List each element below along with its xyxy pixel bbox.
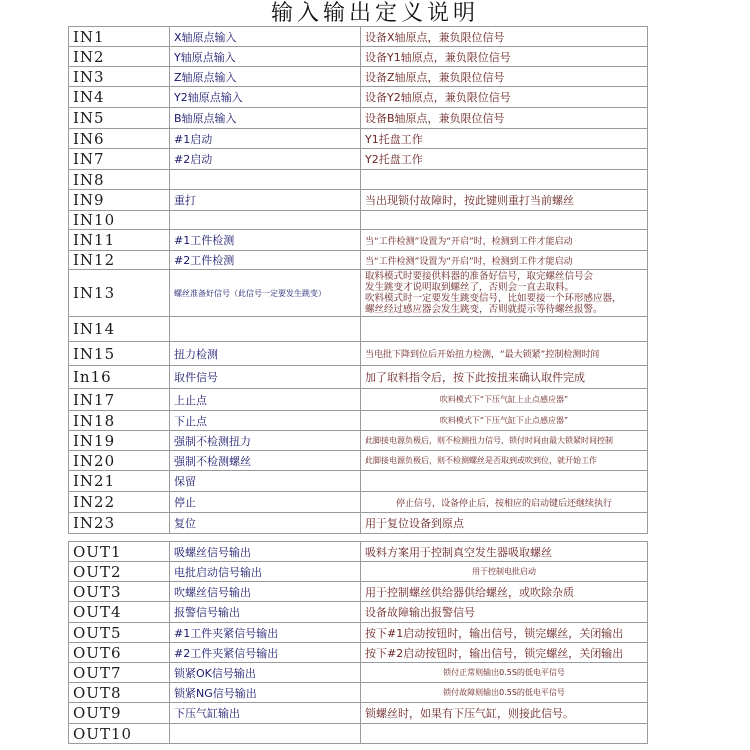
table-row — [69, 270, 648, 317]
description-line: 发生跳变才说明取到螺丝了，否则会一直去取料。 — [365, 282, 575, 293]
signal-description-cell: 用于复位设备到原点 — [361, 513, 648, 534]
table-row — [69, 170, 648, 190]
signal-description-cell: 锁付故障则输出0.5S的低电平信号 — [361, 683, 648, 703]
description-line: 螺丝经过感应器会发生跳变，否则就提示等待螺丝报警。 — [365, 304, 603, 315]
table-row — [69, 317, 648, 342]
signal-name-cell: #1工件夹紧信号输出 — [170, 623, 361, 643]
signal-description-cell: 当“工件检测”设置为“开启”时，检测到工件才能启动 — [361, 230, 648, 251]
signal-description-cell: 设备B轴原点，兼负限位信号 — [361, 108, 648, 129]
signal-code-cell: OUT9 — [69, 703, 170, 724]
signal-code-cell: IN9 — [69, 190, 170, 211]
signal-code-cell: OUT1 — [69, 542, 170, 562]
table-row — [69, 582, 648, 602]
table-row — [69, 492, 648, 513]
table-row — [69, 366, 648, 389]
table-row — [69, 703, 648, 724]
table-row — [69, 129, 648, 149]
signal-description-cell: 用于控制电批启动 — [361, 562, 648, 582]
signal-code-cell: IN10 — [69, 211, 170, 230]
table-row — [69, 411, 648, 431]
signal-description-cell: 按下#2启动按钮时，输出信号，锁完螺丝，关闭输出 — [361, 643, 648, 663]
table-row — [69, 389, 648, 411]
signal-code-cell: IN12 — [69, 251, 170, 270]
signal-code-cell: IN13 — [69, 270, 170, 317]
signal-name-cell: 复位 — [170, 513, 361, 534]
signal-description-cell: 锁付正常则输出0.5S的低电平信号 — [361, 663, 648, 683]
signal-description-cell: 设备X轴原点，兼负限位信号 — [361, 27, 648, 47]
signal-name-cell: 电批启动信号输出 — [170, 562, 361, 582]
table-row — [69, 562, 648, 582]
signal-description-cell — [361, 211, 648, 230]
signal-name-cell: 强制不检测螺丝 — [170, 451, 361, 471]
signal-name-cell — [170, 724, 361, 744]
signal-name-cell: 上止点 — [170, 389, 361, 411]
table-row — [69, 211, 648, 230]
signal-name-cell: 下压气缸输出 — [170, 703, 361, 724]
signal-description-cell: 当“工件检测”设置为“开启”时，检测到工件才能启动 — [361, 251, 648, 270]
signal-code-cell: IN20 — [69, 451, 170, 471]
description-line: 吹料模式时一定要发生跳变信号，比如要接一个环形感应器， — [365, 293, 622, 304]
signal-name-cell: #1工件检测 — [170, 230, 361, 251]
signal-name-cell: #1启动 — [170, 129, 361, 149]
signal-name-cell: 螺丝准备好信号（此信号一定要发生跳变） — [170, 270, 361, 317]
description-line: 取料模式时要接供料器的准备好信号，取完螺丝信号会 — [365, 271, 594, 282]
signal-name-cell: 锁紧OK信号输出 — [170, 663, 361, 683]
table-row — [69, 542, 648, 562]
signal-description-cell: 吸料方案用于控制真空发生器吸取螺丝 — [361, 542, 648, 562]
signal-description-cell — [361, 270, 648, 317]
signal-description-cell: 当出现锁付故障时，按此键则重打当前螺丝 — [361, 190, 648, 211]
signal-code-cell: OUT5 — [69, 623, 170, 643]
table-row — [69, 683, 648, 703]
table-row — [69, 451, 648, 471]
signal-code-cell: OUT3 — [69, 582, 170, 602]
signal-name-cell: #2工件检测 — [170, 251, 361, 270]
signal-name-cell — [170, 211, 361, 230]
signal-name-cell: Y2轴原点输入 — [170, 87, 361, 108]
signal-description-cell: Y2托盘工作 — [361, 149, 648, 170]
signal-description-cell: 此脚接电源负极后，则不检测螺丝是否取到或吹到位，就开始工作 — [361, 451, 648, 471]
table-row — [69, 230, 648, 251]
signal-description-cell — [361, 724, 648, 744]
signal-name-cell: B轴原点输入 — [170, 108, 361, 129]
signal-code-cell: IN3 — [69, 67, 170, 87]
signal-code-cell: OUT7 — [69, 663, 170, 683]
signal-code-cell: IN5 — [69, 108, 170, 129]
table-row — [69, 149, 648, 170]
signal-name-cell: 吸螺丝信号输出 — [170, 542, 361, 562]
signal-description-cell: 加了取料指令后，按下此按扭来确认取件完成 — [361, 366, 648, 389]
table-row — [69, 190, 648, 211]
signal-description-cell: 按下#1启动按钮时，输出信号，锁完螺丝，关闭输出 — [361, 623, 648, 643]
signal-code-cell: OUT6 — [69, 643, 170, 663]
signal-name-cell: Z轴原点输入 — [170, 67, 361, 87]
signal-name-cell — [170, 317, 361, 342]
signal-description-cell: 用于控制螺丝供给器供给螺丝，或吹除杂质 — [361, 582, 648, 602]
signal-code-cell: In16 — [69, 366, 170, 389]
signal-code-cell: IN23 — [69, 513, 170, 534]
signal-description-cell — [361, 170, 648, 190]
signal-code-cell: OUT10 — [69, 724, 170, 744]
page-title: 输入输出定义说明 — [270, 1, 479, 26]
signal-code-cell: IN22 — [69, 492, 170, 513]
signal-name-cell: 强制不检测扭力 — [170, 431, 361, 451]
signal-description-cell: 吹料模式下“下压气缸上止点感应器” — [361, 389, 648, 411]
table-row — [69, 47, 648, 67]
signal-code-cell: IN15 — [69, 342, 170, 366]
table-row — [69, 108, 648, 129]
signal-description-cell: 停止信号，设备停止后，按相应的启动键后还继续执行 — [361, 492, 648, 513]
table-row — [69, 643, 648, 663]
signal-description-cell: 设备Z轴原点，兼负限位信号 — [361, 67, 648, 87]
signal-name-cell: #2启动 — [170, 149, 361, 170]
signal-description-cell: 此脚接电源负极后，则不检测扭力信号，锁付时间由最大锁紧时间控制 — [361, 431, 648, 451]
signal-code-cell: IN19 — [69, 431, 170, 451]
signal-description-cell — [361, 317, 648, 342]
signal-description-cell: Y1托盘工作 — [361, 129, 648, 149]
signal-name-cell: Y轴原点输入 — [170, 47, 361, 67]
signal-code-cell: OUT8 — [69, 683, 170, 703]
table-row — [69, 87, 648, 108]
table-row — [69, 27, 648, 47]
signal-code-cell: IN8 — [69, 170, 170, 190]
signal-description-cell: 锁螺丝时，如果有下压气缸，则接此信号。 — [361, 703, 648, 724]
signal-name-cell — [170, 170, 361, 190]
table-row — [69, 663, 648, 683]
signal-name-cell: 保留 — [170, 471, 361, 492]
table-row — [69, 431, 648, 451]
signal-name-cell: 重打 — [170, 190, 361, 211]
input-definition-table — [68, 26, 648, 534]
signal-description-cell — [361, 471, 648, 492]
signal-code-cell: IN1 — [69, 27, 170, 47]
signal-code-cell: OUT2 — [69, 562, 170, 582]
signal-name-cell: 下止点 — [170, 411, 361, 431]
signal-code-cell: IN17 — [69, 389, 170, 411]
signal-name-cell: #2工件夹紧信号输出 — [170, 643, 361, 663]
signal-code-cell: IN4 — [69, 87, 170, 108]
signal-description-cell: 吹料模式下“下压气缸下止点感应器” — [361, 411, 648, 431]
signal-description-cell: 当电批下降到位后开始扭力检测，“最大锁紧”控制检测时间 — [361, 342, 648, 366]
signal-code-cell: IN11 — [69, 230, 170, 251]
signal-description-cell: 设备Y2轴原点，兼负限位信号 — [361, 87, 648, 108]
table-row — [69, 67, 648, 87]
signal-code-cell: OUT4 — [69, 602, 170, 623]
signal-code-cell: IN6 — [69, 129, 170, 149]
signal-name-cell: 锁紧NG信号输出 — [170, 683, 361, 703]
output-definition-table — [68, 541, 648, 744]
signal-description-cell: 设备故障输出报警信号 — [361, 602, 648, 623]
table-row — [69, 602, 648, 623]
signal-code-cell: IN18 — [69, 411, 170, 431]
signal-code-cell: IN21 — [69, 471, 170, 492]
table-row — [69, 623, 648, 643]
signal-name-cell: 扭力检测 — [170, 342, 361, 366]
table-row — [69, 471, 648, 492]
signal-code-cell: IN14 — [69, 317, 170, 342]
signal-description-cell: 设备Y1轴原点，兼负限位信号 — [361, 47, 648, 67]
table-row — [69, 342, 648, 366]
table-row — [69, 724, 648, 744]
signal-name-cell: X轴原点输入 — [170, 27, 361, 47]
signal-name-cell: 停止 — [170, 492, 361, 513]
signal-code-cell: IN2 — [69, 47, 170, 67]
table-row — [69, 513, 648, 534]
table-row — [69, 251, 648, 270]
signal-name-cell: 吹螺丝信号输出 — [170, 582, 361, 602]
signal-name-cell: 取件信号 — [170, 366, 361, 389]
signal-code-cell: IN7 — [69, 149, 170, 170]
signal-name-cell: 报警信号输出 — [170, 602, 361, 623]
